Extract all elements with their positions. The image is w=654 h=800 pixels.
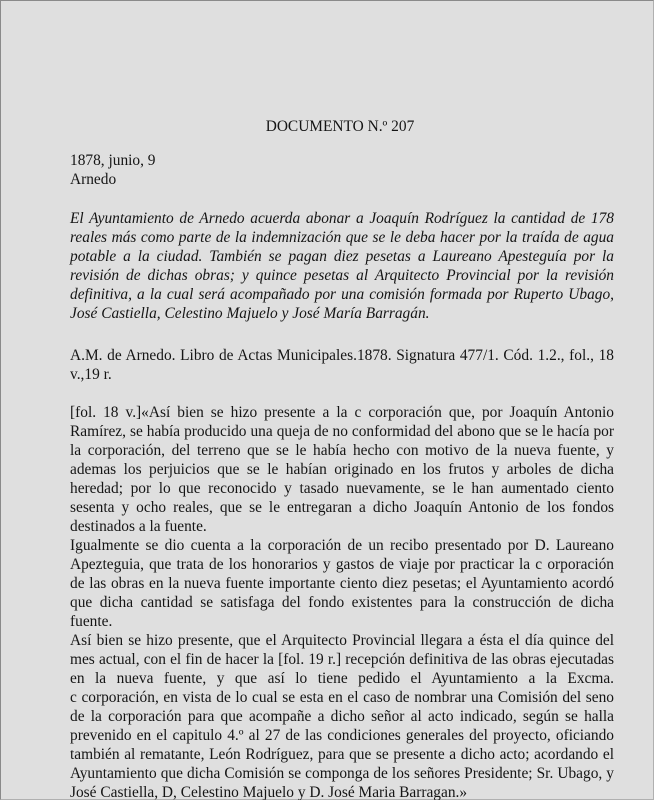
summary-line: revisión de dichas obras; y quince pesetas al Arquitecto Provincial por la revisión: [70, 267, 614, 284]
document-transcription: [70, 403, 614, 800]
document-header: [70, 151, 156, 189]
summary-line: José Castiella, Celestino Majuelo y José María Barragán.: [70, 305, 430, 322]
document-date: 1878, junio, 9: [70, 152, 156, 169]
transcription-line: en la nueva fuente, y que así lo tiene pedido el Ayuntamiento a la Excma.: [70, 670, 614, 687]
transcription-line: Apezteguia, que trata de los honorarios y gastos de viaje por practicar la c orporación: [70, 556, 614, 573]
transcription-line: [fol. 18 v.]«Así bien se hizo presente a la c corporación que, por Joaquín Antonio: [70, 404, 614, 421]
summary-line: El Ayuntamiento de Arnedo acuerda abonar a Joaquín Rodríguez la cantidad de 178: [70, 210, 614, 227]
transcription-line: prevenido en el capitulo 4.º al 27 de las condiciones generales del proyecto, oficiando: [70, 727, 614, 744]
source-line: A.M. de Arnedo. Libro de Actas Municipales.1878. Signatura 477/1. Cód. 1.2., fol., 18: [70, 347, 614, 364]
transcription-line: la corporación, del terreno que se le había hecho con motivo de la nueva fuente, y: [70, 442, 614, 459]
transcription-line: de la corporación para que acompañe a dicho señor al acto indicado, según se halla: [70, 708, 614, 725]
summary-line: potable a la ciudad. También se pagan diez pesetas a Laureano Apesteguía por la: [70, 248, 614, 265]
transcription-line: Ayuntamiento que dicha Comisión se componga de los señores Presidente; Sr. Ubago, y: [70, 765, 614, 782]
transcription-line: Ramírez, se había producido una queja de no conformidad del abono que se le hacía por: [70, 423, 614, 440]
transcription-line: sesenta y ocho reales, que se le entregaran a dicho Joaquín Antonio de los fondos: [70, 499, 614, 516]
summary-line: reales más como parte de la indemnización que se le deba hacer por la traída de agua: [70, 229, 614, 246]
transcription-line: mes actual, con el fin de hacer la [fol. 19 r.] recepción definitiva de las obras ejecutadas: [70, 651, 614, 668]
document-place: Arnedo: [70, 171, 117, 188]
source-line: v.,19 r.: [70, 366, 112, 383]
document-title: DOCUMENTO N.º 207: [265, 118, 415, 135]
transcription-line: c corporación, en vista de lo cual se esta en el caso de nombrar una Comisión del seno: [70, 689, 614, 706]
transcription-line: heredad; por lo que reconocido y tasado nuevamente, se le han aumentado ciento: [70, 480, 614, 497]
document-summary: [70, 209, 614, 323]
transcription-line: Igualmente se dio cuenta a la corporación de un recibo presentado por D. Laureano: [70, 537, 614, 554]
document-source: [70, 346, 614, 384]
transcription-line: Así bien se hizo presente, que el Arquitecto Provincial llegara a ésta el día quince del: [70, 632, 614, 649]
transcription-line: también al rematante, León Rodríguez, para que se presente a dicho acto; acordando el: [70, 746, 614, 763]
transcription-line: José Castiella, D, Celestino Majuelo y D. José Maria Barragan.»: [70, 784, 468, 800]
transcription-line: fuente.: [70, 613, 113, 630]
transcription-line: ademas los perjuicios que se le habían originado en los frutos y arboles de dicha: [70, 461, 614, 478]
transcription-line: destinados a la fuente.: [70, 518, 207, 535]
transcription-line: que dicha cantidad se satisfaga del fondo existentes para la construcción de dicha: [70, 594, 614, 611]
transcription-line: de las obras en la nueva fuente importante ciento diez pesetas; el Ayuntamiento acordó: [70, 575, 614, 592]
summary-line: definitiva, a la cual será acompañado por una comisión formada por Ruperto Ubago,: [70, 286, 614, 303]
